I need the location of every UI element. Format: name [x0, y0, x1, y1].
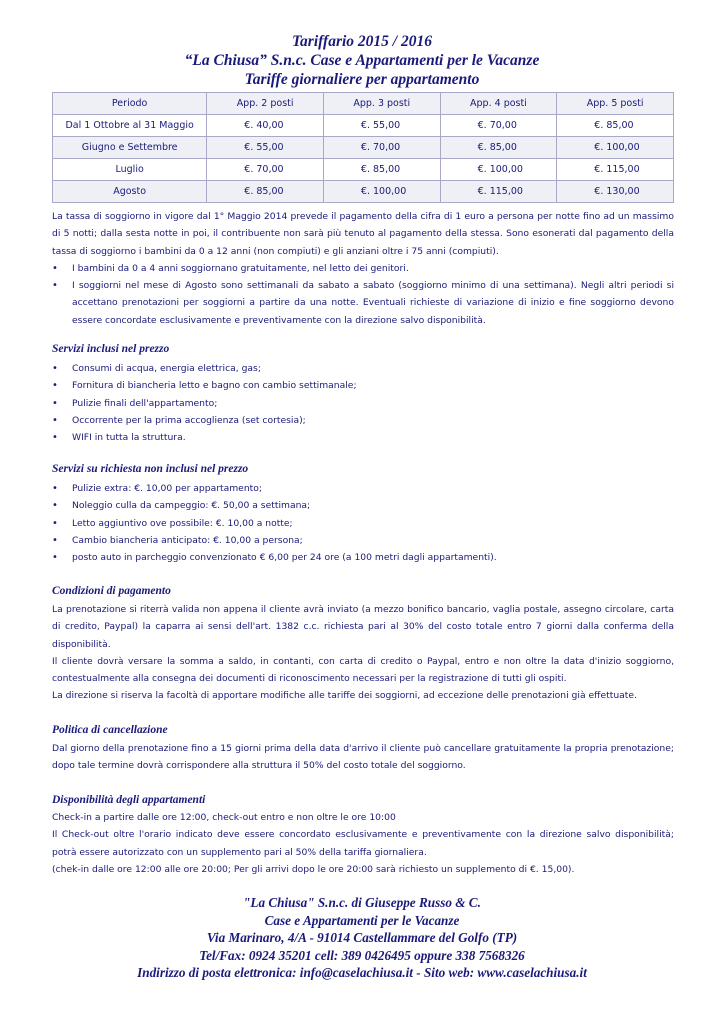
servizi-inclusi-list	[52, 360, 674, 446]
servizi-richiesta-list	[52, 480, 674, 566]
cancellazione-section	[52, 740, 674, 775]
table-header-cell: Periodo	[53, 93, 207, 115]
section-title-servizi-richiesta: Servizi su richiesta non inclusi nel prezzo	[52, 463, 249, 475]
disponibilita-paragraph-3: (chek-in dalle ore 12:00 alle ore 20:00; Per gli arrivi dopo le ore 20:00 sarà richiesto un supplemento di €. 15,00).	[52, 863, 575, 875]
table-cell-price: €. 85,00	[557, 115, 674, 137]
table-cell-price: €. 115,00	[557, 159, 674, 181]
table-cell-period: Dal 1 Ottobre al 31 Maggio	[53, 115, 207, 137]
table-header-cell: App. 3 posti	[323, 93, 440, 115]
table-cell-price: €. 55,00	[207, 137, 324, 159]
list-item: • Letto aggiuntivo ove possibile: €. 10,00 a notte;	[52, 515, 674, 532]
table-cell-price: €. 130,00	[557, 181, 674, 203]
table-row	[53, 115, 674, 137]
table-cell-price: €. 70,00	[440, 115, 557, 137]
section-title-servizi-inclusi: Servizi inclusi nel prezzo	[52, 343, 170, 355]
pagamento-paragraph-2: Il cliente dovrà versare la somma a saldo, in contanti, con carta di credito o Paypal, entro e non oltre la data d'inizio soggiorno, contestualmente alla consegna dei documenti di riconoscimento necessari per la registrazione di tutti gli ospiti.	[52, 655, 674, 685]
table-cell-price: €. 70,00	[323, 137, 440, 159]
table-cell-price: €. 40,00	[207, 115, 324, 137]
list-item: • Cambio biancheria anticipato: €. 10,00 a persona;	[52, 532, 674, 549]
section-title-disponibilita: Disponibilità degli appartamenti	[52, 794, 206, 806]
tassa-section	[52, 208, 674, 329]
pagamento-paragraph-3: La direzione si riserva la facoltà di apportare modifiche alle tariffe dei soggiorni, ad eccezione delle prenotazioni già effettuate.	[52, 690, 637, 702]
pagamento-section	[52, 601, 674, 705]
title-line-3: Tariffe giornaliere per appartamento	[244, 71, 480, 88]
footer-address: Via Marinaro, 4/A - 91014 Castellammare del Golfo (TP)	[206, 930, 518, 946]
table-cell-price: €. 100,00	[557, 137, 674, 159]
list-item: • Occorrente per la prima accoglienza (set cortesia);	[52, 412, 674, 429]
table-cell-price: €. 115,00	[440, 181, 557, 203]
document-title	[0, 32, 724, 89]
tassa-bullets	[52, 260, 674, 329]
list-item: • I bambini da 0 a 4 anni soggiornano gratuitamente, nel letto dei genitori.	[52, 260, 674, 277]
rates-table	[52, 92, 674, 203]
tassa-paragraph: La tassa di soggiorno in vigore dal 1° Maggio 2014 prevede il pagamento della cifra di 1 euro a persona per notte fino ad un massimo di 5 notti; dalla sesta notte in poi, il contribuente non sarà più tenuto al pagamento della stessa. Sono esonerati dal pagamento della tassa di soggiorno i bambini da 0 a 12 anni (non compiuti) e gli anziani oltre i 75 anni (compiuti).	[52, 211, 674, 257]
table-header-cell: App. 5 posti	[557, 93, 674, 115]
list-item: • Pulizie finali dell'appartamento;	[52, 395, 674, 412]
section-title-pagamento: Condizioni di pagamento	[52, 585, 171, 597]
footer-contacts: Indirizzo di posta elettronica: info@caselachiusa.it - Sito web: www.caselachiusa.it	[137, 965, 587, 981]
list-item: • Fornitura di biancheria letto e bagno con cambio settimanale;	[52, 377, 674, 394]
pagamento-paragraph-1: La prenotazione si riterrà valida non appena il cliente avrà inviato (a mezzo bonifico bancario, vaglia postale, assegno circolare, carta di credito, Paypal) la caparra ai sensi dell'art. 1382 c.c. richiesta pari al 30% del costo totale entro 7 giorni dalla conferma della disponibilità.	[52, 604, 674, 650]
table-row	[53, 181, 674, 203]
table-cell-period: Luglio	[53, 159, 207, 181]
list-item: • WIFI in tutta la struttura.	[52, 429, 674, 446]
table-cell-price: €. 100,00	[323, 181, 440, 203]
table-cell-price: €. 55,00	[323, 115, 440, 137]
list-item: • Pulizie extra: €. 10,00 per appartamento;	[52, 480, 674, 497]
table-cell-price: €. 70,00	[207, 159, 324, 181]
list-item: • I soggiorni nel mese di Agosto sono settimanali da sabato a sabato (soggiorno minimo di una settimana). Negli altri periodi si accettano prenotazioni per soggiorni a partire da una notte. Eventuali richieste di variazione di inizio e fine soggiorno devono essere concordate esclusivamente e preventivamente con la direzione salvo disponibilità.	[52, 277, 674, 329]
table-row	[53, 137, 674, 159]
servizi-richiesta-section	[52, 480, 674, 566]
disponibilita-paragraph-1: Check-in a partire dalle ore 12:00, check-out entro e non oltre le ore 10:00	[52, 812, 396, 823]
title-line-1: Tariffario 2015 / 2016	[292, 33, 432, 50]
company-footer	[0, 894, 724, 982]
table-cell-price: €. 85,00	[323, 159, 440, 181]
section-title-cancellazione: Politica di cancellazione	[52, 724, 168, 736]
list-item: • Consumi di acqua, energia elettrica, gas;	[52, 360, 674, 377]
footer-tagline: Case e Appartamenti per le Vacanze	[264, 912, 460, 928]
table-cell-price: €. 85,00	[440, 137, 557, 159]
list-item: • posto auto in parcheggio convenzionato € 6,00 per 24 ore (a 100 metri dagli appartamenti).	[52, 549, 674, 566]
table-row	[53, 159, 674, 181]
list-item: • Noleggio culla da campeggio: €. 50,00 a settimana;	[52, 497, 674, 514]
footer-company-name: "La Chiusa" S.n.c. di Giuseppe Russo & C.	[243, 895, 481, 910]
title-line-2: “La Chiusa” S.n.c. Case e Appartamenti per le Vacanze	[184, 52, 540, 69]
table-cell-price: €. 100,00	[440, 159, 557, 181]
disponibilita-paragraph-2: Il Check-out oltre l'orario indicato deve essere concordato esclusivamente e preventivamente con la direzione salvo disponibilità; potrà essere autorizzato con un supplemento pari al 50% della tariffa giornaliera.	[52, 829, 674, 858]
table-cell-price: €. 85,00	[207, 181, 324, 203]
disponibilita-section	[52, 809, 674, 878]
cancellazione-paragraph: Dal giorno della prenotazione fino a 15 giorni prima della data d'arrivo il cliente può cancellare gratuitamente la propria prenotazione; dopo tale termine dovrà corrispondere alla struttura il 50% del costo totale del soggiorno.	[52, 743, 674, 772]
table-cell-period: Giugno e Settembre	[53, 137, 207, 159]
table-header-cell: App. 2 posti	[207, 93, 324, 115]
servizi-inclusi-section	[52, 360, 674, 446]
table-header-row	[53, 93, 674, 115]
table-header-cell: App. 4 posti	[440, 93, 557, 115]
table-cell-period: Agosto	[53, 181, 207, 203]
footer-phone: Tel/Fax: 0924 35201 cell: 389 0426495 oppure 338 7568326	[199, 947, 525, 963]
